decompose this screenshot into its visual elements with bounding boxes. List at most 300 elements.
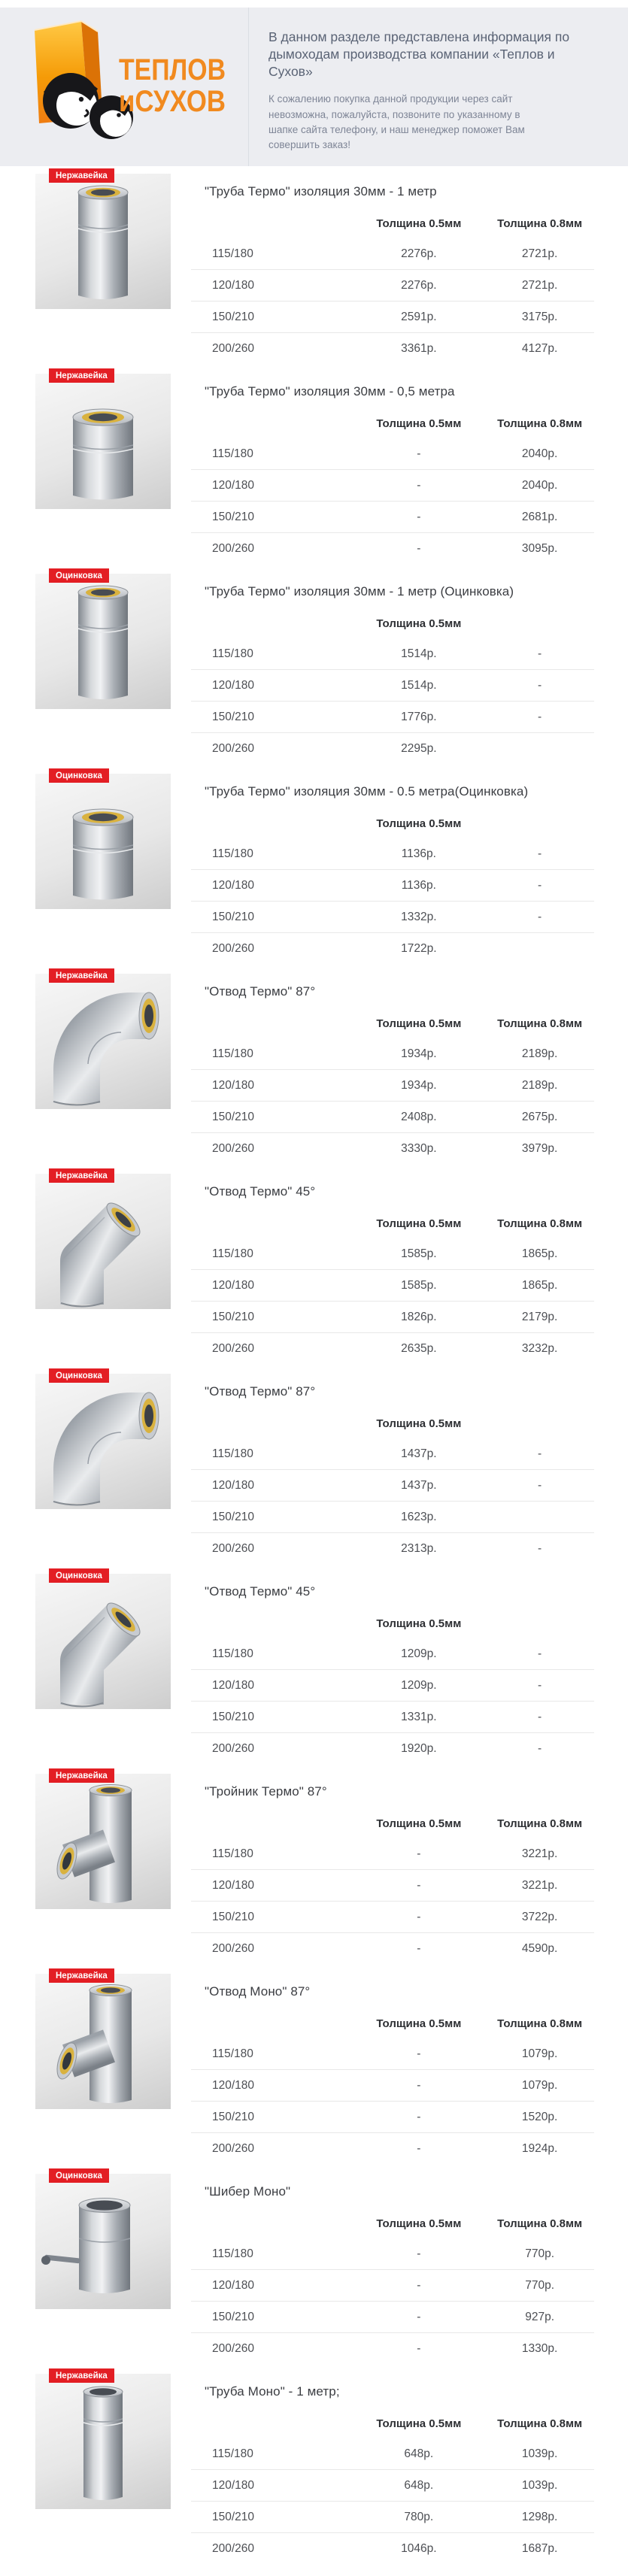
size-cell: 120/180 [212, 478, 255, 492]
thickness-08-header: Толщина 0.8мм [497, 1217, 583, 1230]
price-05-cell: - [417, 2247, 421, 2260]
thickness-05-header: Толщина 0.5мм [376, 2017, 462, 2030]
tee-icon [35, 1774, 171, 1909]
thickness-05-header: Толщина 0.5мм [376, 1017, 462, 1030]
price-table [191, 1208, 594, 1364]
price-05-cell: 1514р. [401, 678, 437, 692]
product-card [35, 1966, 594, 2166]
price-05-cell: 1585р. [401, 1278, 437, 1292]
card-body [191, 1166, 594, 1364]
price-05-cell: 1136р. [401, 847, 436, 860]
price-08-cell: - [538, 678, 542, 692]
product-image [35, 2171, 171, 2309]
product-title: "Отвод Термо" 45° [205, 1584, 316, 1599]
size-cell: 200/260 [212, 941, 255, 955]
price-05-cell: 1136р. [401, 878, 436, 892]
size-cell: 115/180 [212, 647, 253, 660]
price-table [191, 1608, 594, 1764]
price-08-cell: 3095р. [521, 541, 558, 555]
table-row [191, 838, 594, 869]
price-08-cell: - [538, 710, 542, 723]
product-title: "Труба Термо" изоляция 30мм - 1 метр [205, 184, 437, 199]
thickness-05-header: Толщина 0.5мм [376, 817, 462, 830]
price-05-cell: 648р. [404, 2478, 434, 2492]
table-row [191, 1101, 594, 1132]
price-05-cell: - [417, 2078, 421, 2092]
thickness-08-header: Толщина 0.8мм [497, 1017, 583, 1030]
price-05-cell: 1934р. [401, 1047, 437, 1060]
product-card [35, 366, 594, 566]
product-image [35, 771, 171, 909]
product-card [35, 1566, 594, 1766]
size-cell: 115/180 [212, 1847, 253, 1860]
price-08-cell: - [538, 1647, 542, 1660]
table-row [191, 2269, 594, 2301]
size-cell: 115/180 [212, 847, 253, 860]
price-08-cell: 2040р. [521, 478, 558, 492]
material-badge: Оцинковка [49, 568, 109, 583]
thickness-05-header: Толщина 0.5мм [376, 2217, 462, 2230]
price-08-cell: 4590р. [521, 1941, 558, 1955]
table-row [191, 2038, 594, 2069]
table-row [191, 332, 594, 364]
table-row [191, 869, 594, 901]
size-cell: 200/260 [212, 1541, 255, 1555]
size-cell: 120/180 [212, 1478, 255, 1492]
price-05-cell: 1332р. [401, 910, 437, 923]
size-cell: 115/180 [212, 447, 253, 460]
thickness-05-header: Толщина 0.5мм [376, 1617, 462, 1630]
price-08-cell: 2721р. [521, 247, 558, 260]
product-image [35, 371, 171, 509]
table-row [191, 1901, 594, 1932]
card-body [191, 2366, 594, 2564]
product-title: "Труба Термо" изоляция 30мм - 1 метр (Оцинковка) [205, 584, 514, 599]
product-image [35, 571, 171, 709]
logo-text-line1: ТЕПЛОВ [119, 53, 226, 86]
table-row [191, 238, 594, 269]
product-image [35, 1371, 171, 1509]
thickness-05-header: Толщина 0.5мм [376, 1817, 462, 1830]
size-cell: 120/180 [212, 2078, 255, 2092]
product-title: "Отвод Термо" 87° [205, 1384, 316, 1399]
price-08-cell: 1330р. [521, 2341, 558, 2355]
shiber-icon [35, 2174, 171, 2309]
table-row [191, 638, 594, 669]
table-header-row [191, 1408, 594, 1438]
price-08-cell: 1079р. [521, 2047, 558, 2060]
table-header-row [191, 2408, 594, 2438]
pipe-tall-icon [35, 174, 171, 309]
size-cell: 150/210 [212, 1910, 255, 1923]
price-05-cell: 1776р. [401, 710, 437, 723]
size-cell: 120/180 [212, 2478, 255, 2492]
price-05-cell: 1623р. [401, 1510, 437, 1523]
product-card [35, 566, 594, 766]
price-08-cell: 927р. [525, 2310, 555, 2323]
material-badge: Нержавейка [49, 2368, 114, 2383]
price-table [191, 2208, 594, 2364]
product-card [35, 166, 594, 366]
table-header-row [191, 608, 594, 638]
card-body [191, 2166, 594, 2364]
product-title: "Труба Термо" изоляция 30мм - 0.5 метра(Оцинковка) [205, 784, 529, 799]
product-title: "Труба Термо" изоляция 30мм - 0,5 метра [205, 384, 455, 399]
size-cell: 115/180 [212, 2247, 253, 2260]
table-row [191, 1301, 594, 1332]
product-title: "Труба Моно" - 1 метр; [205, 2384, 340, 2399]
thickness-08-header: Толщина 0.8мм [497, 217, 583, 230]
table-row [191, 1038, 594, 1069]
table-header-row [191, 2008, 594, 2038]
table-row [191, 501, 594, 532]
table-row [191, 1469, 594, 1501]
thickness-05-header: Толщина 0.5мм [376, 2417, 462, 2430]
table-row [191, 301, 594, 332]
size-cell: 115/180 [212, 1247, 253, 1260]
price-05-cell: - [417, 2141, 421, 2155]
table-row [191, 932, 594, 964]
table-row [191, 701, 594, 732]
price-05-cell: - [417, 478, 421, 492]
price-05-cell: 1514р. [401, 647, 437, 660]
thickness-08-header: Толщина 0.8мм [497, 2417, 583, 2430]
page-header [0, 8, 628, 166]
table-row [191, 1869, 594, 1901]
size-cell: 115/180 [212, 2047, 253, 2060]
thickness-08-header: Толщина 0.8мм [497, 1817, 583, 1830]
price-05-cell: 1722р. [401, 941, 437, 955]
size-cell: 120/180 [212, 278, 255, 292]
product-title: "Отвод Термо" 45° [205, 1184, 316, 1199]
price-05-cell: 780р. [404, 2510, 434, 2523]
elbow45-icon [35, 1574, 171, 1709]
price-08-cell: - [538, 1678, 542, 1692]
size-cell: 150/210 [212, 2510, 255, 2523]
pipe-short-icon [35, 774, 171, 909]
table-header-row [191, 1608, 594, 1638]
material-badge: Нержавейка [49, 168, 114, 183]
price-05-cell: - [417, 541, 421, 555]
table-header-row [191, 1208, 594, 1238]
price-08-cell: 1865р. [521, 1247, 558, 1260]
product-image [35, 2371, 171, 2509]
size-cell: 120/180 [212, 1078, 255, 1092]
price-05-cell: 3330р. [401, 1141, 437, 1155]
intro-text: В данном разделе представлена информация по дымоходам производства компании «Теплов и Сухов» [268, 29, 570, 80]
company-logo [0, 8, 248, 166]
material-badge: Оцинковка [49, 1368, 109, 1383]
table-row [191, 2101, 594, 2132]
size-cell: 115/180 [212, 247, 253, 260]
card-body [191, 366, 594, 564]
price-05-cell: - [417, 1878, 421, 1892]
price-05-cell: 2313р. [401, 1541, 437, 1555]
size-cell: 120/180 [212, 1278, 255, 1292]
price-05-cell: 1331р. [401, 1710, 437, 1723]
product-card [35, 1366, 594, 1566]
price-08-cell: 3175р. [521, 310, 558, 323]
table-header-row [191, 2208, 594, 2238]
logo-graphic [29, 20, 239, 140]
product-card [35, 1166, 594, 1366]
price-05-cell: 2295р. [401, 741, 437, 755]
price-08-cell: 3221р. [521, 1847, 558, 1860]
price-08-cell: 1039р. [521, 2447, 558, 2460]
material-badge: Оцинковка [49, 1568, 109, 1583]
price-08-cell: 1520р. [521, 2110, 558, 2123]
table-header-row [191, 1008, 594, 1038]
table-row [191, 469, 594, 501]
price-05-cell: - [417, 447, 421, 460]
table-row [191, 2469, 594, 2501]
size-cell: 120/180 [212, 2278, 255, 2292]
product-title: "Отвод Моно" 87° [205, 1984, 311, 1999]
logo-text-line2: иСУХОВ [119, 85, 226, 118]
thickness-05-header: Толщина 0.5мм [376, 1217, 462, 1230]
price-08-cell: 1298р. [521, 2510, 558, 2523]
price-08-cell: - [538, 1541, 542, 1555]
size-cell: 150/210 [212, 2110, 255, 2123]
card-body [191, 566, 594, 764]
size-cell: 200/260 [212, 2541, 255, 2555]
table-row [191, 1638, 594, 1669]
product-title: "Шибер Моно" [205, 2184, 291, 2199]
price-08-cell: 2179р. [521, 1310, 558, 1323]
size-cell: 120/180 [212, 1678, 255, 1692]
size-cell: 200/260 [212, 1341, 255, 1355]
table-row [191, 2501, 594, 2532]
table-row [191, 2069, 594, 2101]
price-08-cell: 3979р. [521, 1141, 558, 1155]
table-row [191, 1132, 594, 1164]
thickness-08-header: Толщина 0.8мм [497, 2217, 583, 2230]
material-badge: Нержавейка [49, 968, 114, 983]
price-08-cell: 3722р. [521, 1910, 558, 1923]
price-table [191, 1408, 594, 1564]
price-05-cell: 1437р. [401, 1478, 437, 1492]
price-05-cell: 2276р. [401, 247, 437, 260]
price-08-cell: 1079р. [521, 2078, 558, 2092]
table-row [191, 1732, 594, 1764]
elbow45-icon [35, 1174, 171, 1309]
pipe-tall-icon [35, 574, 171, 709]
size-cell: 115/180 [212, 1047, 253, 1060]
table-row [191, 1069, 594, 1101]
table-row [191, 1269, 594, 1301]
header-text-block [248, 8, 628, 166]
table-row [191, 269, 594, 301]
card-body [191, 1966, 594, 2164]
table-row [191, 2532, 594, 2564]
price-08-cell: - [538, 910, 542, 923]
size-cell: 200/260 [212, 1941, 255, 1955]
note-text: К сожалению покупка данной продукции через сайт невозможна, пожалуйста, позвоните по указанному в шапке сайта телефону, и наш менеджер поможет Вам совершить заказ! [268, 93, 525, 151]
price-05-cell: - [417, 2047, 421, 2060]
price-table [191, 1008, 594, 1164]
table-row [191, 1332, 594, 1364]
price-table [191, 208, 594, 364]
thickness-08-header: Толщина 0.8мм [497, 2017, 583, 2030]
table-row [191, 669, 594, 701]
table-row [191, 901, 594, 932]
size-cell: 150/210 [212, 1110, 255, 1123]
price-05-cell: - [417, 2278, 421, 2292]
price-05-cell: - [417, 1941, 421, 1955]
price-05-cell: - [417, 2310, 421, 2323]
card-body [191, 1566, 594, 1764]
table-header-row [191, 408, 594, 438]
price-05-cell: 2276р. [401, 278, 437, 292]
product-image [35, 1571, 171, 1709]
size-cell: 200/260 [212, 341, 255, 355]
table-row [191, 1501, 594, 1532]
table-row [191, 2301, 594, 2332]
price-05-cell: - [417, 1847, 421, 1860]
price-05-cell: 1826р. [401, 1310, 437, 1323]
table-row [191, 1669, 594, 1701]
product-image [35, 1771, 171, 1909]
size-cell: 120/180 [212, 878, 255, 892]
size-cell: 120/180 [212, 1878, 255, 1892]
price-08-cell: - [538, 878, 542, 892]
size-cell: 150/210 [212, 710, 255, 723]
size-cell: 150/210 [212, 910, 255, 923]
price-08-cell: - [538, 1741, 542, 1755]
price-08-cell: - [538, 847, 542, 860]
price-05-cell: 648р. [404, 2447, 434, 2460]
price-05-cell: 1934р. [401, 1078, 437, 1092]
price-table [191, 608, 594, 764]
table-row [191, 1438, 594, 1469]
product-list [0, 166, 628, 2566]
price-05-cell: 1209р. [401, 1678, 437, 1692]
size-cell: 150/210 [212, 2310, 255, 2323]
price-08-cell: 1924р. [521, 2141, 558, 2155]
price-05-cell: - [417, 1910, 421, 1923]
price-08-cell: 2040р. [521, 447, 558, 460]
material-badge: Нержавейка [49, 1968, 114, 1983]
price-table [191, 408, 594, 564]
product-card [35, 766, 594, 966]
product-title: "Тройник Термо" 87° [205, 1784, 327, 1799]
table-header-row [191, 208, 594, 238]
table-header-row [191, 808, 594, 838]
price-05-cell: - [417, 510, 421, 523]
product-card [35, 966, 594, 1166]
price-08-cell: 1865р. [521, 1278, 558, 1292]
price-08-cell: 2721р. [521, 278, 558, 292]
size-cell: 150/210 [212, 310, 255, 323]
size-cell: 200/260 [212, 2341, 255, 2355]
price-08-cell: 2189р. [521, 1047, 558, 1060]
price-05-cell: 1920р. [401, 1741, 437, 1755]
price-05-cell: 1437р. [401, 1447, 437, 1460]
size-cell: 200/260 [212, 2141, 255, 2155]
price-08-cell: 4127р. [521, 341, 558, 355]
size-cell: 115/180 [212, 2447, 253, 2460]
product-image [35, 171, 171, 309]
material-badge: Оцинковка [49, 2168, 109, 2183]
material-badge: Нержавейка [49, 368, 114, 383]
elbow90-icon [35, 1374, 171, 1509]
material-badge: Оцинковка [49, 768, 109, 783]
price-05-cell: 1209р. [401, 1647, 437, 1660]
pipe-short-icon [35, 374, 171, 509]
price-05-cell: 2591р. [401, 310, 437, 323]
card-body [191, 1766, 594, 1964]
price-08-cell: 2189р. [521, 1078, 558, 1092]
size-cell: 200/260 [212, 541, 255, 555]
product-image [35, 971, 171, 1109]
product-image [35, 1171, 171, 1309]
price-08-cell: 770р. [525, 2278, 555, 2292]
table-row [191, 2438, 594, 2469]
thickness-08-header: Толщина 0.8мм [497, 417, 583, 430]
price-08-cell: - [538, 1710, 542, 1723]
table-row [191, 1932, 594, 1964]
thickness-05-header: Толщина 0.5мм [376, 417, 462, 430]
product-title: "Отвод Термо" 87° [205, 984, 316, 999]
size-cell: 120/180 [212, 678, 255, 692]
table-row [191, 438, 594, 469]
material-badge: Нержавейка [49, 1768, 114, 1783]
price-05-cell: 1585р. [401, 1247, 437, 1260]
table-header-row [191, 1808, 594, 1838]
size-cell: 115/180 [212, 1447, 253, 1460]
size-cell: 200/260 [212, 741, 255, 755]
price-05-cell: - [417, 2341, 421, 2355]
table-row [191, 732, 594, 764]
elbow90-icon [35, 974, 171, 1109]
tee-icon [35, 1974, 171, 2109]
product-image [35, 1971, 171, 2109]
size-cell: 200/260 [212, 1741, 255, 1755]
card-body [191, 1366, 594, 1564]
size-cell: 150/210 [212, 1710, 255, 1723]
table-row [191, 2332, 594, 2364]
size-cell: 150/210 [212, 1310, 255, 1323]
table-row [191, 1838, 594, 1869]
table-row [191, 532, 594, 564]
price-table [191, 1808, 594, 1964]
thickness-05-header: Толщина 0.5мм [376, 1417, 462, 1430]
thickness-05-header: Толщина 0.5мм [376, 217, 462, 230]
price-05-cell: 3361р. [401, 341, 437, 355]
product-card [35, 2166, 594, 2366]
price-table [191, 2008, 594, 2164]
price-08-cell: 1687р. [521, 2541, 558, 2555]
price-08-cell: - [538, 1447, 542, 1460]
product-card [35, 1766, 594, 1966]
price-05-cell: 2408р. [401, 1110, 437, 1123]
price-08-cell: 3232р. [521, 1341, 558, 1355]
price-05-cell: 1046р. [401, 2541, 437, 2555]
table-row [191, 1701, 594, 1732]
size-cell: 150/210 [212, 1510, 255, 1523]
price-08-cell: - [538, 1478, 542, 1492]
price-08-cell: 770р. [525, 2247, 555, 2260]
price-05-cell: - [417, 2110, 421, 2123]
thickness-05-header: Толщина 0.5мм [376, 617, 462, 630]
product-card [35, 2366, 594, 2566]
price-table [191, 808, 594, 964]
price-08-cell: 2675р. [521, 1110, 558, 1123]
price-table [191, 2408, 594, 2564]
price-08-cell: 1039р. [521, 2478, 558, 2492]
price-08-cell: 2681р. [521, 510, 558, 523]
card-body [191, 766, 594, 964]
